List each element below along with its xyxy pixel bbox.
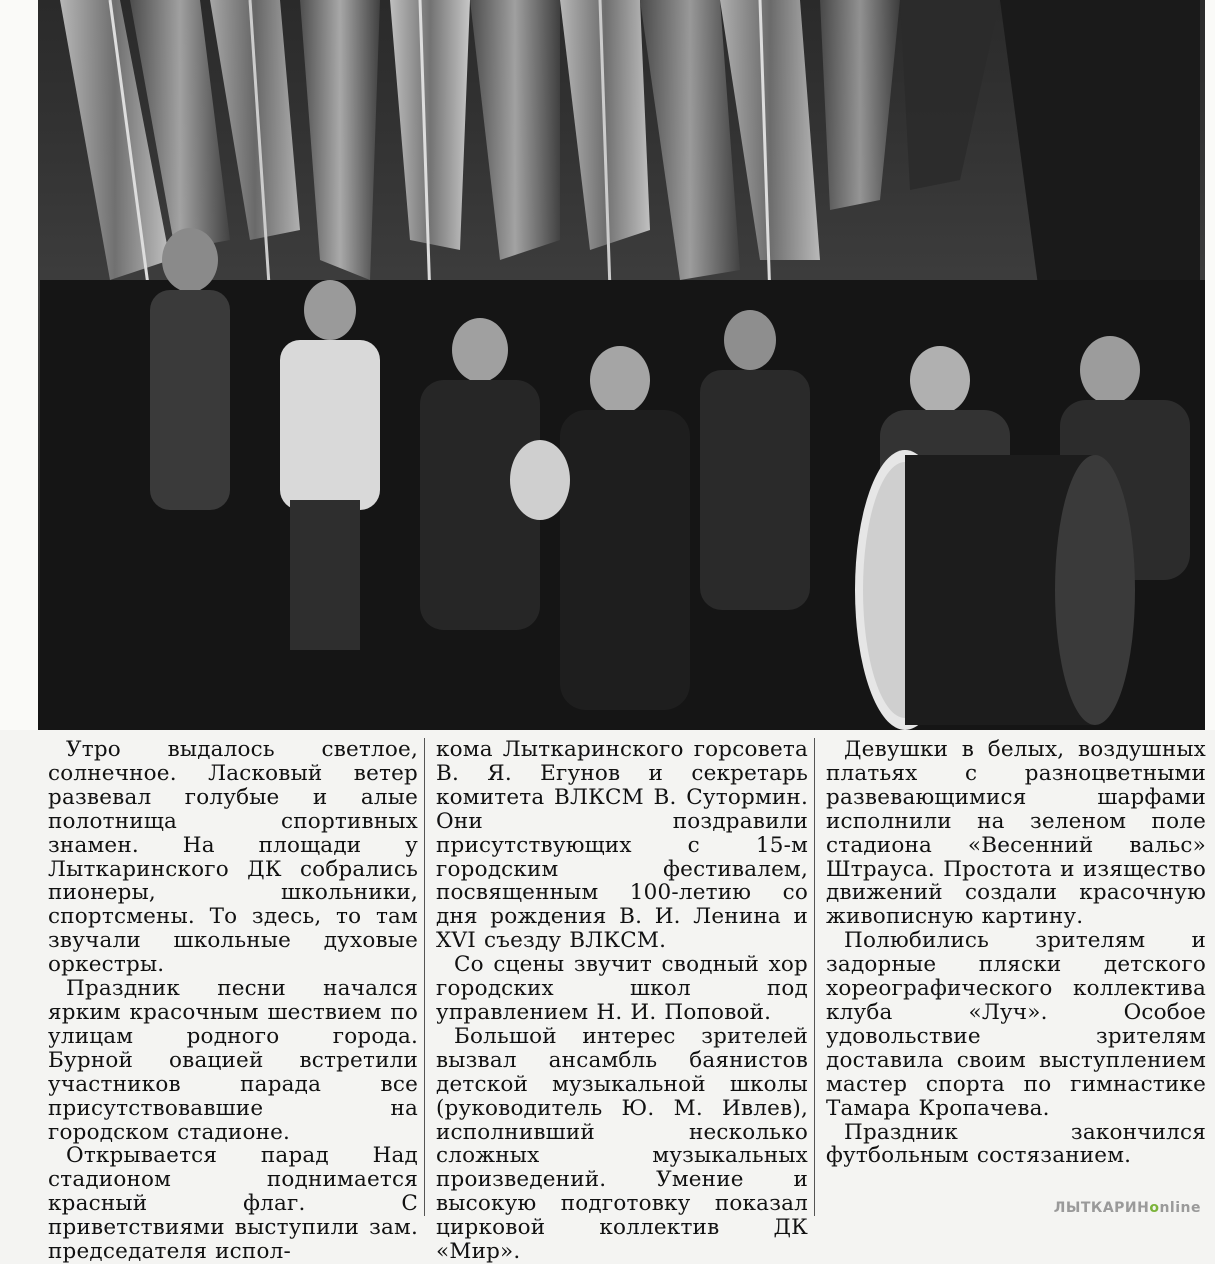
article-body <box>36 737 1208 1264</box>
paragraph: Девушки в белых, воздушных платьях с разноцветными развевающимися шарфами исполнили на зеленом поле стадиона «Весенний вальс» Штрауса. Простота и изящество движений создали красочную живописную картину. <box>826 737 1206 930</box>
watermark-accent: o <box>1149 1200 1160 1216</box>
paragraph: Большой интерес зрителей вызвал ансамбль баянистов детской музыкальной школы (руководитель Ю. М. Ивлев), исполнивший несколько сложных музыкальных произведений. Умение и высокую подготовку показал цирковой коллектив ДК «Мир». <box>436 1023 808 1264</box>
site-watermark <box>1054 1200 1201 1216</box>
paragraph: Полюбились зрителям и задорные пляски детского хореографического коллектива клуба «Луч». Особое удовольствие зрителям доставила своим выступлением мастер спорта по гимнастике Тамара Кропачева. <box>826 928 1206 1121</box>
article-column-2 <box>436 737 808 1264</box>
watermark-rest: nline <box>1159 1200 1201 1216</box>
paragraph: Утро выдалось светлое, солнечное. Ласковый ветер развевал голубые и алые полотнища спортивных знамен. На площади у Лыткаринского ДК собрались пионеры, школьники, спортсмены. То здесь, то там звучали школьные духовые оркестры. <box>48 737 418 978</box>
article-column-3 <box>826 738 1206 1216</box>
photo-margin-right <box>1205 0 1215 730</box>
column-divider <box>814 738 815 1216</box>
paragraph: Праздник закончился футбольным состязанием. <box>826 1119 1206 1169</box>
paragraph: Со сцены звучит сводный хор городских школ под управлением Н. И. Поповой. <box>436 952 808 1025</box>
column-divider <box>424 738 425 1216</box>
marchers-group <box>40 228 1210 730</box>
watermark-main: ЛЫТКАРИН <box>1053 1200 1150 1216</box>
paragraph: Открывается парад Над стадионом поднимается красный флаг. С приветствиями выступили зам. председателя испол- <box>48 1143 418 1264</box>
photo-margin-left <box>0 0 38 730</box>
paragraph: Праздник песни начался ярким красочным шествием по улицам родного города. Бурной овацией встретили участников парада все присутствовавшие на городском стадионе. <box>48 976 418 1145</box>
paragraph: кома Лыткаринского горсовета В. Я. Егунов и секретарь комитета ВЛКСМ В. Сутормин. Они поздравили присутствующих с 15-м городским фестивалем, посвященным 100-летию со дня рождения В. И. Ленина и XVI съезду ВЛКСМ. <box>436 737 808 954</box>
article-column-1 <box>48 737 418 1264</box>
